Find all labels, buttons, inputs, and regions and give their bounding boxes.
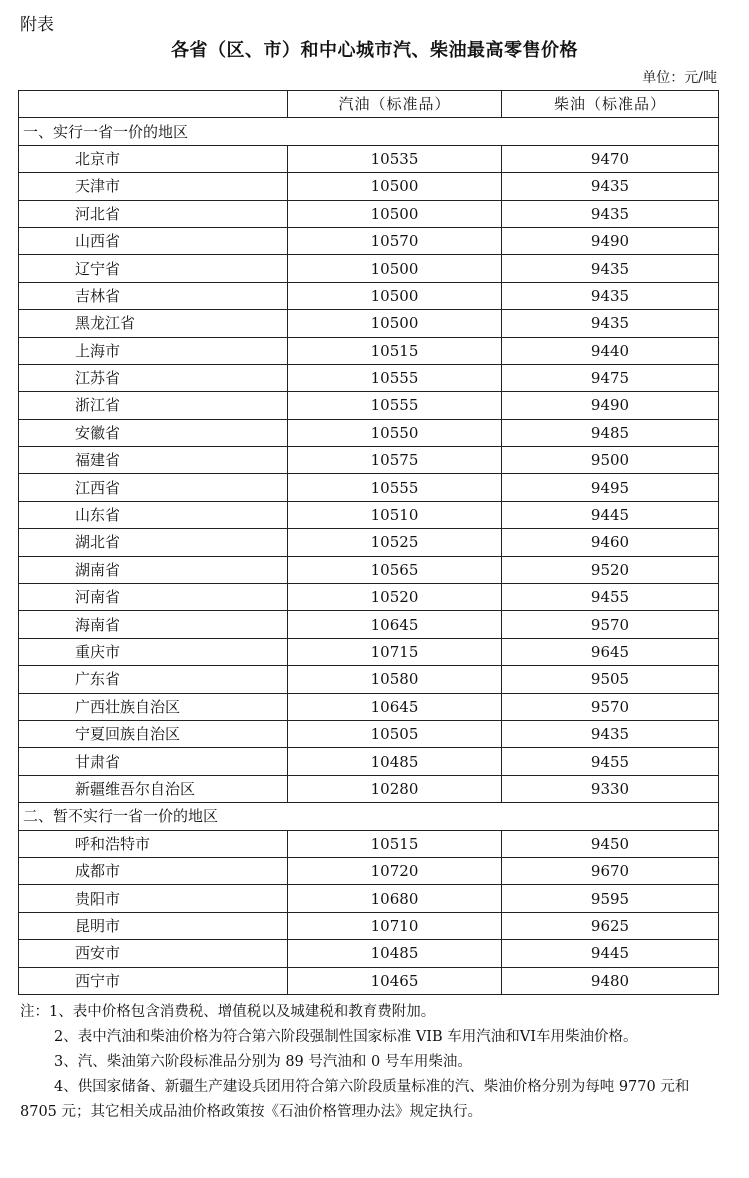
region-name-cell: 西安市	[19, 940, 288, 967]
gasoline-price-cell: 10555	[288, 474, 502, 501]
table-row	[19, 529, 719, 556]
region-name-cell: 重庆市	[19, 638, 288, 665]
gasoline-price-cell: 10550	[288, 419, 502, 446]
gasoline-price-cell: 10485	[288, 940, 502, 967]
region-name-cell: 北京市	[19, 145, 288, 172]
region-name-cell: 江西省	[19, 474, 288, 501]
gasoline-price-cell: 10555	[288, 364, 502, 391]
table-row	[19, 282, 719, 309]
diesel-price-cell: 9435	[502, 282, 719, 309]
unit-label: 单位：元/吨	[642, 70, 717, 86]
table-row	[19, 638, 719, 665]
diesel-price-cell: 9505	[502, 666, 719, 693]
diesel-price-cell: 9490	[502, 392, 719, 419]
region-name-cell: 福建省	[19, 447, 288, 474]
gasoline-price-cell: 10525	[288, 529, 502, 556]
region-name-cell: 成都市	[19, 857, 288, 884]
gasoline-price-cell: 10710	[288, 912, 502, 939]
diesel-price-cell: 9645	[502, 638, 719, 665]
diesel-price-cell: 9490	[502, 227, 719, 254]
gasoline-price-cell: 10720	[288, 857, 502, 884]
diesel-price-cell: 9475	[502, 364, 719, 391]
table-row	[19, 940, 719, 967]
table-row	[19, 227, 719, 254]
table-row	[19, 748, 719, 775]
region-name-cell: 广东省	[19, 666, 288, 693]
header-cell-region	[19, 91, 288, 118]
region-name-cell: 黑龙江省	[19, 310, 288, 337]
gasoline-price-cell: 10500	[288, 255, 502, 282]
gasoline-price-cell: 10280	[288, 775, 502, 802]
gasoline-price-cell: 10520	[288, 584, 502, 611]
note-1: 注：1、表中价格包含消费税、增值税以及城建税和教育费附加。	[20, 1004, 436, 1020]
gasoline-price-cell: 10500	[288, 310, 502, 337]
diesel-price-cell: 9445	[502, 501, 719, 528]
gasoline-price-cell: 10485	[288, 748, 502, 775]
table-row	[19, 145, 719, 172]
diesel-price-cell: 9455	[502, 748, 719, 775]
gasoline-price-cell: 10570	[288, 227, 502, 254]
region-name-cell: 甘肃省	[19, 748, 288, 775]
gasoline-price-cell: 10500	[288, 200, 502, 227]
price-table	[18, 90, 719, 995]
region-name-cell: 山西省	[19, 227, 288, 254]
table-row	[19, 392, 719, 419]
region-name-cell: 湖北省	[19, 529, 288, 556]
table-row	[19, 501, 719, 528]
diesel-price-cell: 9435	[502, 255, 719, 282]
diesel-price-cell: 9435	[502, 310, 719, 337]
table-header-row	[19, 91, 719, 118]
region-name-cell: 湖南省	[19, 556, 288, 583]
gasoline-price-cell: 10680	[288, 885, 502, 912]
table-row	[19, 775, 719, 802]
gasoline-price-cell: 10505	[288, 720, 502, 747]
header-cell-gasoline: 汽油（标准品）	[288, 91, 502, 118]
note-4: 4、供国家储备、新疆生产建设兵团用符合第六阶段质量标准的汽、柴油价格分别为每吨 9770 元和 8705 元；其它相关成品油价格政策按《石油价格管理办法》规定执行。	[20, 1079, 690, 1120]
gasoline-price-cell: 10515	[288, 337, 502, 364]
diesel-price-cell: 9435	[502, 720, 719, 747]
table-row	[19, 173, 719, 200]
document-title: 各省（区、市）和中心城市汽、柴油最高零售价格	[171, 40, 578, 61]
diesel-price-cell: 9520	[502, 556, 719, 583]
gasoline-price-cell: 10535	[288, 145, 502, 172]
section-label: 二、暂不实行一省一价的地区	[19, 803, 719, 830]
table-row	[19, 447, 719, 474]
region-name-cell: 河南省	[19, 584, 288, 611]
table-row	[19, 255, 719, 282]
table-row	[19, 830, 719, 857]
region-name-cell: 浙江省	[19, 392, 288, 419]
diesel-price-cell: 9435	[502, 173, 719, 200]
region-name-cell: 吉林省	[19, 282, 288, 309]
table-row	[19, 200, 719, 227]
gasoline-price-cell: 10555	[288, 392, 502, 419]
region-name-cell: 辽宁省	[19, 255, 288, 282]
region-name-cell: 新疆维吾尔自治区	[19, 775, 288, 802]
gasoline-price-cell: 10515	[288, 830, 502, 857]
gasoline-price-cell: 10565	[288, 556, 502, 583]
region-name-cell: 呼和浩特市	[19, 830, 288, 857]
table-row	[19, 419, 719, 446]
table-row	[19, 364, 719, 391]
region-name-cell: 西宁市	[19, 967, 288, 994]
gasoline-price-cell: 10500	[288, 173, 502, 200]
region-name-cell: 安徽省	[19, 419, 288, 446]
diesel-price-cell: 9440	[502, 337, 719, 364]
gasoline-price-cell: 10575	[288, 447, 502, 474]
gasoline-price-cell: 10715	[288, 638, 502, 665]
diesel-price-cell: 9480	[502, 967, 719, 994]
attachment-label: 附表	[20, 15, 54, 35]
table-row	[19, 967, 719, 994]
section-label: 一、实行一省一价的地区	[19, 118, 719, 145]
table-row	[19, 584, 719, 611]
table-row	[19, 666, 719, 693]
diesel-price-cell: 9495	[502, 474, 719, 501]
table-row	[19, 720, 719, 747]
diesel-price-cell: 9435	[502, 200, 719, 227]
notes-section	[20, 1000, 725, 1125]
diesel-price-cell: 9500	[502, 447, 719, 474]
diesel-price-cell: 9670	[502, 857, 719, 884]
table-row	[19, 556, 719, 583]
gasoline-price-cell: 10510	[288, 501, 502, 528]
gasoline-price-cell: 10465	[288, 967, 502, 994]
table-row	[19, 474, 719, 501]
region-name-cell: 山东省	[19, 501, 288, 528]
diesel-price-cell: 9570	[502, 693, 719, 720]
note-2: 2、表中汽油和柴油价格为符合第六阶段强制性国家标准 VIB 车用汽油和VI车用柴油价格。	[54, 1029, 638, 1045]
table-row	[19, 693, 719, 720]
region-name-cell: 上海市	[19, 337, 288, 364]
header-cell-diesel: 柴油（标准品）	[502, 91, 719, 118]
table-row	[19, 337, 719, 364]
diesel-price-cell: 9485	[502, 419, 719, 446]
region-name-cell: 天津市	[19, 173, 288, 200]
region-name-cell: 河北省	[19, 200, 288, 227]
section-row	[19, 118, 719, 145]
diesel-price-cell: 9570	[502, 611, 719, 638]
diesel-price-cell: 9455	[502, 584, 719, 611]
gasoline-price-cell: 10645	[288, 611, 502, 638]
table-row	[19, 885, 719, 912]
table-row	[19, 310, 719, 337]
region-name-cell: 江苏省	[19, 364, 288, 391]
gasoline-price-cell: 10645	[288, 693, 502, 720]
diesel-price-cell: 9460	[502, 529, 719, 556]
note-3: 3、汽、柴油第六阶段标准品分别为 89 号汽油和 0 号车用柴油。	[54, 1054, 472, 1070]
table-row	[19, 857, 719, 884]
gasoline-price-cell: 10580	[288, 666, 502, 693]
region-name-cell: 广西壮族自治区	[19, 693, 288, 720]
region-name-cell: 贵阳市	[19, 885, 288, 912]
region-name-cell: 昆明市	[19, 912, 288, 939]
diesel-price-cell: 9330	[502, 775, 719, 802]
region-name-cell: 海南省	[19, 611, 288, 638]
table-row	[19, 912, 719, 939]
diesel-price-cell: 9595	[502, 885, 719, 912]
diesel-price-cell: 9445	[502, 940, 719, 967]
section-row	[19, 803, 719, 830]
diesel-price-cell: 9625	[502, 912, 719, 939]
diesel-price-cell: 9450	[502, 830, 719, 857]
gasoline-price-cell: 10500	[288, 282, 502, 309]
diesel-price-cell: 9470	[502, 145, 719, 172]
region-name-cell: 宁夏回族自治区	[19, 720, 288, 747]
table-row	[19, 611, 719, 638]
